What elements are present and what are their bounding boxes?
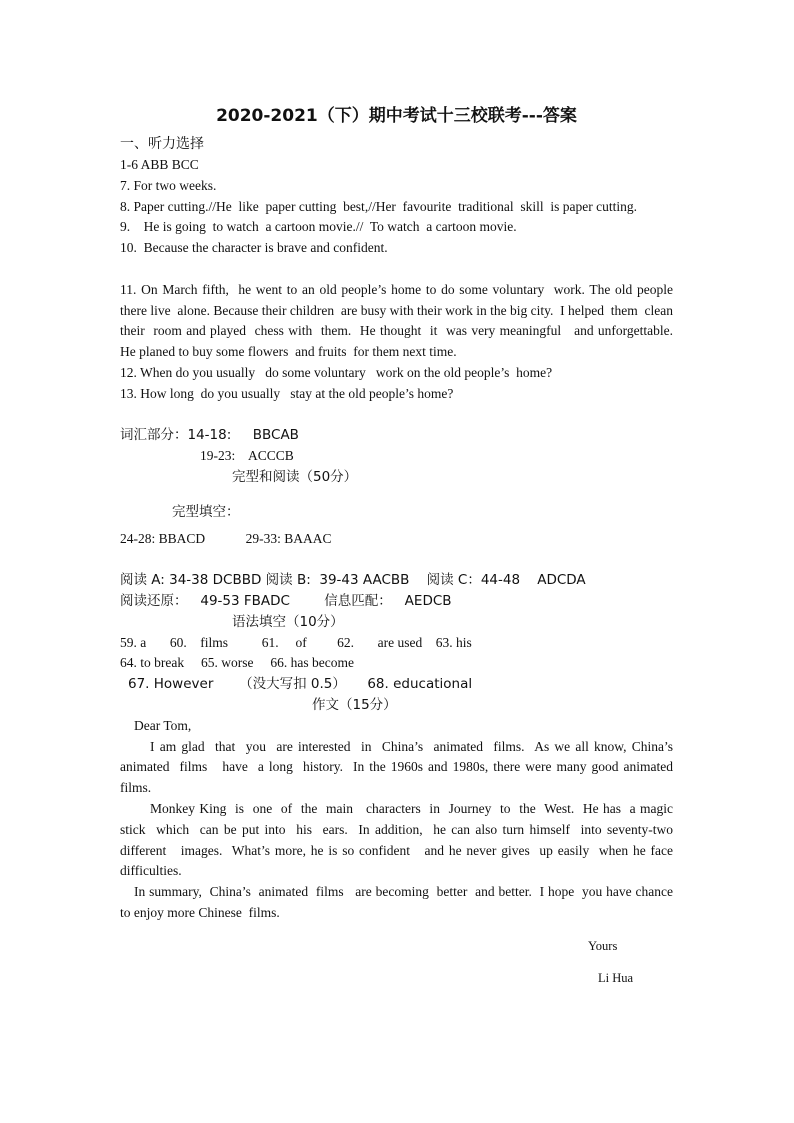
letter-signature: Li Hua — [598, 970, 634, 985]
answer-line-9: 9. He is going to watch a cartoon movie.// To watch a cartoon movie. — [120, 219, 517, 235]
answer-line-8: 8. Paper cutting.//He like paper cutting best,//Her favourite traditional skill is paper cutting. — [120, 198, 637, 214]
grammar-line-1: 59. a 60. films 61. of 62. are used 63. his — [120, 634, 472, 650]
grammar-line-2: 64. to break 65. worse 66. has become — [120, 655, 354, 671]
answer-line-13: 13. How long do you usually stay at the old people’s home? — [120, 385, 454, 401]
letter-salutation: Dear Tom, — [134, 717, 192, 733]
vocab-line-2: 19-23: ACCCB — [200, 448, 294, 464]
vocab-line-1: 词汇部分：14-18: BBCAB — [120, 427, 299, 444]
answer-passage-11: 11. On March fifth, he went to an old people’s home to do some voluntary work. The old people there live alone. Because their children are busy with their work in the big city. I helped them clean their room and played chess with them. He thought it was very meaningful and unforgettable. He planed to buy some flowers and fruits for them next time. — [120, 281, 680, 360]
reading-line-1: 阅读 A: 34-38 DCBBD 阅读 B: 39-43 AACBB 阅读 C：44-48 ADCDA — [120, 572, 586, 589]
letter-paragraph-1: I am glad that you are interested in China’s animated films. As we all know, China’s animated films have a long history. In the 1960s and 1980s, there were many good animated films. — [120, 738, 680, 796]
reading-line-2: 阅读还原： 49-53 FBADC 信息匹配： AEDCB — [120, 592, 452, 609]
cloze-heading: 完型填空： — [172, 503, 240, 520]
answer-line-12: 12. When do you usually do some voluntary work on the old people’s home? — [120, 364, 553, 380]
writing-heading: 作文（15分） — [312, 696, 397, 713]
answer-line-10: 10. Because the character is brave and confident. — [120, 240, 388, 256]
listening-heading: 一、听力选择 — [120, 136, 204, 152]
grammar-line-3: 67. However （没大写扣 0.5） 68. educational — [128, 676, 473, 693]
answer-line-7: 7. For two weeks. — [120, 177, 217, 193]
cloze-reading-heading: 完型和阅读（50分） — [232, 468, 358, 485]
letter-paragraph-3: In summary, China’s animated films are becoming better and better. I hope you have chance to enjoy more Chinese films. — [120, 884, 680, 920]
cloze-answers: 24-28: BBACD 29-33: BAAAC — [120, 530, 332, 546]
answer-line-1-6: 1-6 ABB BCC — [120, 157, 199, 172]
letter-paragraph-2: Monkey King is one of the main characters in Journey to the West. He has a magic stick which can be put into his ears. In addition, he can also turn himself into seventy-two different images. What’s more, he is so confident and he never gives up easily when he face difficulties. — [120, 800, 680, 879]
letter-closing: Yours — [588, 938, 618, 953]
page-title: 2020-2021（下）期中考试十三校联考---答案 — [216, 106, 577, 126]
grammar-heading: 语法填空（10分） — [232, 613, 344, 630]
answer-sheet — [120, 104, 680, 985]
